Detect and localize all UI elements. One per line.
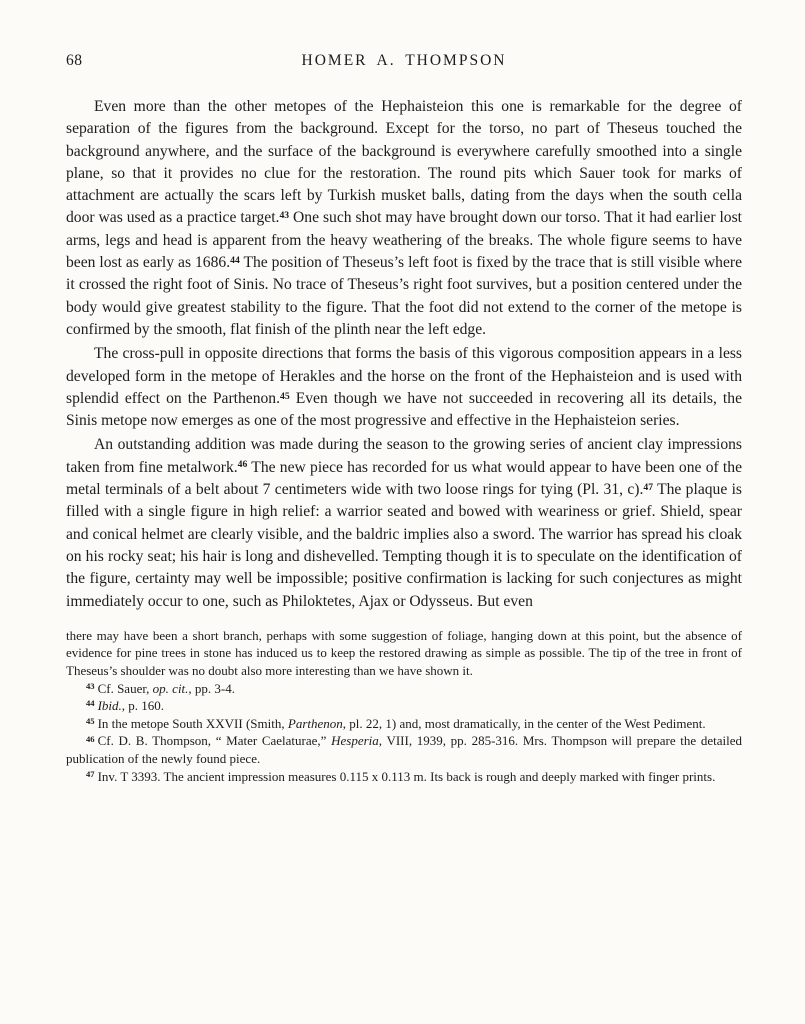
page-number: 68 — [66, 52, 83, 69]
footnote-44 — [66, 697, 742, 715]
footnote-continuation — [66, 627, 742, 680]
paragraph-3 — [66, 434, 742, 612]
footnote-number: 46 — [86, 733, 95, 744]
footnote-number: 44 — [86, 698, 95, 709]
footnote-ref-47: 47 — [643, 481, 654, 493]
paragraph-text: The position of Theseus’s left foot is fixed by the trace that is still visible where it crossed the right foot of Sinis. No trace of Theseus’s right foot survives, but a position centered under the body would give greatest stability to the figure. That the foot did not extend to the corner of the metope is confirmed by the smooth, flat finish of the plinth near the left edge. — [66, 254, 742, 338]
paragraph-text: Even more than the other metopes of the Hephaisteion this one is remarkable for the degree of separation of the figures from the background. Except for the torso, no part of Theseus touched the background anywhere, and the surface of the background is everywhere carefully smoothed into a single plane, so that it provides no clue for the restoration. The round pits which Sauer took for marks of attachment are actually the scars left by Turkish musket balls, dating from the days when the south cella door was used as a practice target. — [66, 98, 742, 227]
footnote-italic: Hesperia — [331, 733, 379, 749]
footnote-ref-45: 45 — [280, 390, 290, 402]
footnote-italic: Ibid. — [97, 698, 122, 714]
footnote-number: 47 — [86, 768, 95, 779]
footnote-number: 43 — [86, 680, 95, 691]
footnote-number: 45 — [86, 715, 95, 726]
footnote-ref-46: 46 — [237, 459, 248, 471]
paragraph-text: The cross-pull in opposite directions that forms the basis of this vigorous composition appears in a less developed form in the metope of Herakles and the horse on the front of the Hephaisteion and is used with splendid effect on the Parthenon. — [66, 345, 742, 407]
footnote-text: Cf. Sauer, — [97, 680, 153, 696]
paragraph-text: Even though we have not succeeded in recovering all its details, the Sinis metope now emerges as one of the most progressive and effective in the Hephaisteion series. — [66, 389, 742, 430]
page-header — [66, 52, 742, 74]
footnote-text: Cf. D. B. Thompson, “ Mater Caelaturae,” — [97, 733, 332, 749]
body-text — [66, 96, 742, 613]
footnote-text: there may have been a short branch, perhaps with some suggestion of foliage, hanging down at this point, but the absence of evidence for pine trees in stone has induced us to keep the restored drawing as simple as possible. The tip of the tree in front of Theseus’s shoulder was no doubt also more interesting than we have shown it. — [66, 627, 742, 679]
paragraph-text: The plaque is filled with a single figure in high relief: a warrior seated and bowed with weariness or grief. Shield, spear and conical helmet are clearly visible, and the baldric implies also a sword. The warrior has spread his cloak on his rocky seat; his hair is long and dishevelled. Tempting though it is to speculate on the identification of the figure, certainty may well be impossible; positive confirmation is lacking for such conjectures as might immediately occur to one, such as Philoktetes, Ajax or Odysseus. But even — [66, 481, 742, 610]
footnote-text: , pl. 22, 1) and, most dramatically, in the center of the West Pediment. — [342, 715, 706, 731]
footnote-43 — [66, 680, 742, 698]
footnote-text: , VIII, 1939, pp. 285-316. Mrs. Thompson will prepare the detailed publication of the newly found piece. — [66, 733, 742, 766]
footnote-text: Inv. T 3393. The ancient impression measures 0.115 x 0.113 m. Its back is rough and deeply marked with finger prints. — [97, 768, 716, 784]
paragraph-text: One such shot may have brought down our torso. That it had earlier lost arms, legs and head is apparent from the heavy weathering of the breaks. The whole figure seems to have been lost as early as 1686. — [66, 209, 742, 272]
footnote-italic: op. cit. — [152, 680, 189, 696]
paragraph-1 — [66, 96, 742, 341]
footnote-ref-44: 44 — [230, 254, 240, 266]
paragraph-2 — [66, 343, 742, 432]
running-head: HOMER A. THOMPSON — [301, 52, 507, 69]
paragraph-text: An outstanding addition was made during the season to the growing series of ancient clay impressions taken from fine metalwork. — [66, 436, 742, 476]
footnote-text: , p. 160. — [121, 698, 165, 714]
footnote-46 — [66, 732, 742, 767]
paragraph-text: The new piece has recorded for us what would appear to have been one of the metal terminals of a belt about 7 centimeters wide with two loose rings for tying (Pl. 31, c). — [66, 458, 742, 499]
footnote-text: , pp. 3-4. — [188, 680, 236, 696]
footnote-italic: Parthenon — [287, 715, 343, 731]
footnotes-section — [66, 627, 742, 785]
footnote-47 — [66, 768, 742, 786]
footnote-ref-43: 43 — [279, 210, 290, 222]
footnote-text: In the metope South XXVII (Smith, — [97, 715, 288, 731]
footnote-45 — [66, 715, 742, 733]
content-column — [66, 52, 742, 785]
